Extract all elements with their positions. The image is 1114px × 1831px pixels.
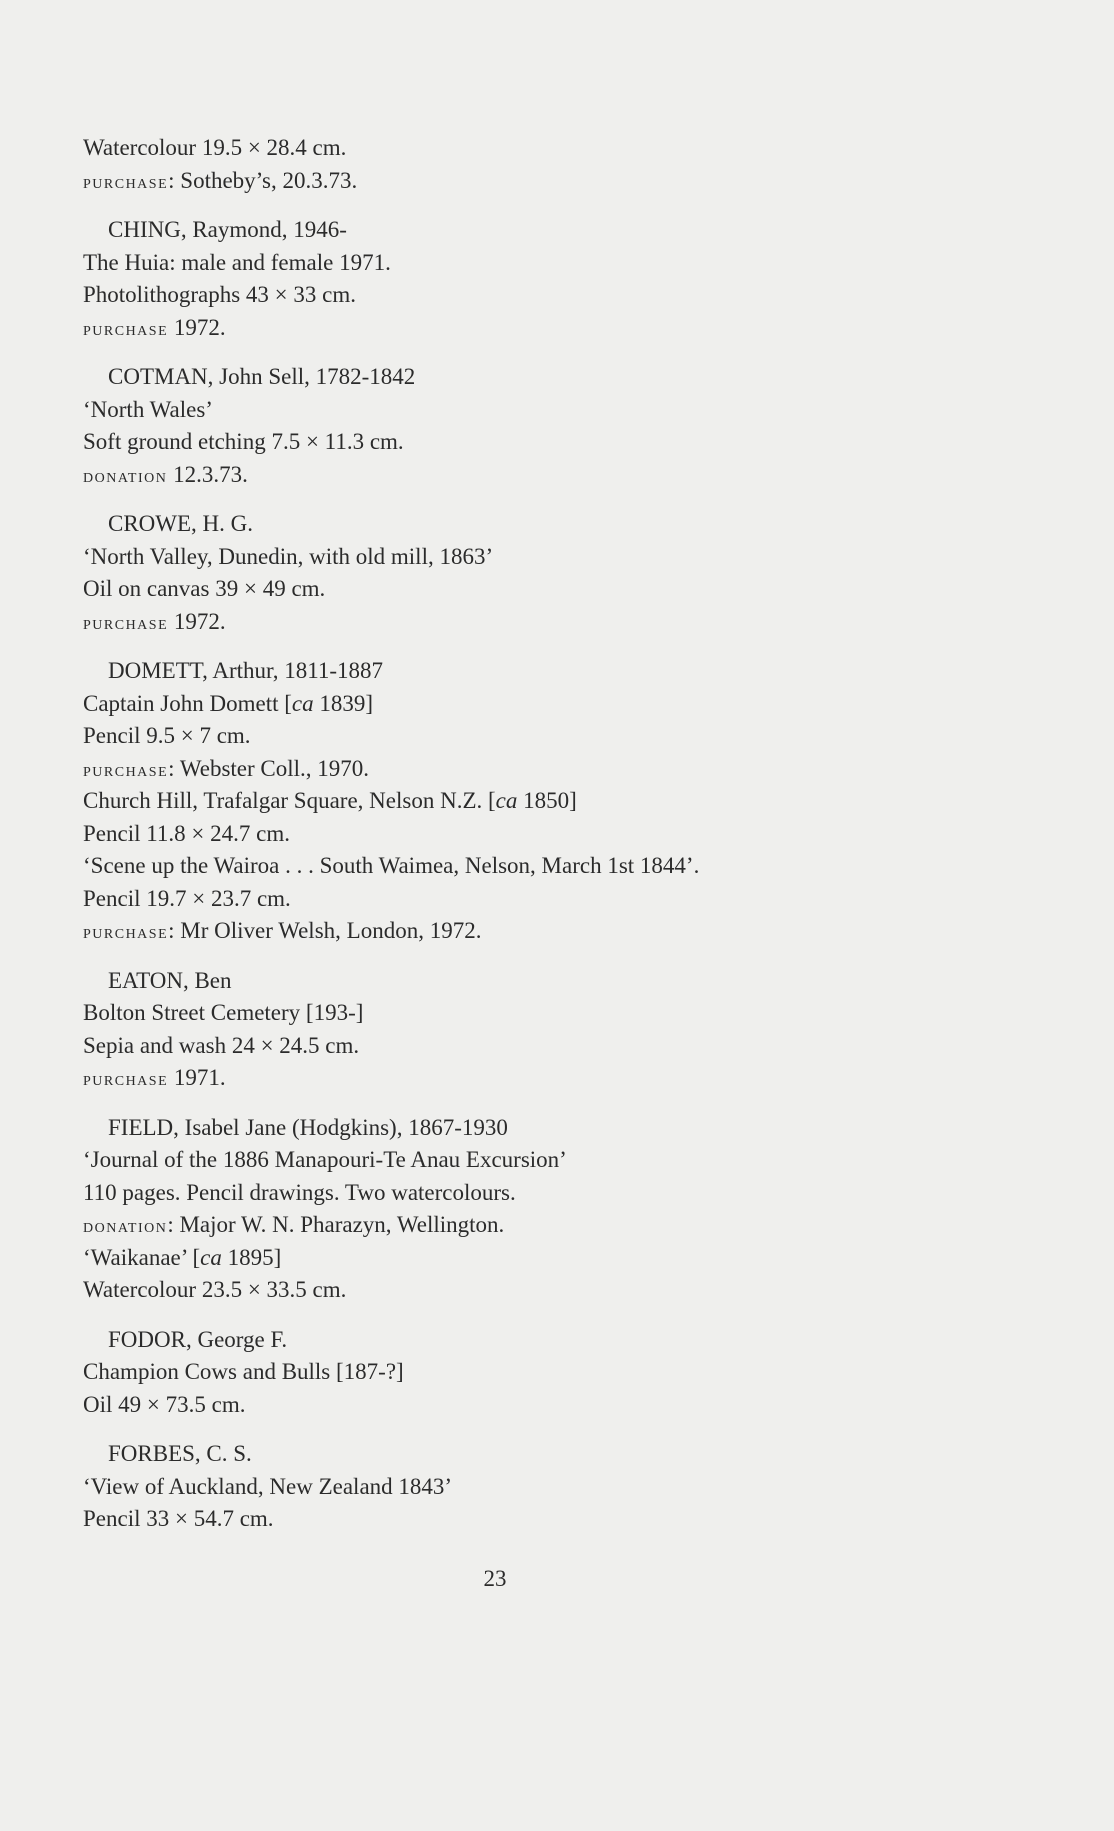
acquisition-line <box>83 459 883 492</box>
acquisition-line <box>83 753 883 786</box>
catalogue-text <box>83 132 883 1536</box>
entry-line: Watercolour 19.5 × 28.4 cm. <box>83 135 347 160</box>
acquisition-line <box>83 915 883 948</box>
entry-line: Watercolour 23.5 × 33.5 cm. <box>83 1277 347 1302</box>
entry-line: Oil 49 × 73.5 cm. <box>83 1391 246 1417</box>
entry-line: Sepia and wash 24 × 24.5 cm. <box>83 1032 360 1058</box>
acquisition-label: purchase <box>83 611 169 634</box>
work-title-part: Church Hill, Trafalgar Square, Nelson N.Z. [ <box>83 788 496 813</box>
entry-line: The Huia: male and female 1971. <box>83 249 391 275</box>
acquisition-line <box>83 312 883 345</box>
entry-line: Soft ground etching 7.5 × 11.3 cm. <box>83 429 404 454</box>
acquisition-detail: 1972. <box>168 314 226 340</box>
artist-heading: FORBES, C. S. <box>108 1441 252 1466</box>
artist-heading: DOMETT, Arthur, 1811-1887 <box>108 658 384 683</box>
entry-line: ‘North Wales’ <box>83 396 213 422</box>
acquisition-detail: 1972. <box>168 608 226 634</box>
acquisition-detail: : Sotheby’s, 20.3.73. <box>168 167 358 193</box>
entry-line: Pencil 19.7 × 23.7 cm. <box>83 885 291 911</box>
entry-line: Bolton Street Cemetery [193-] <box>83 1000 364 1025</box>
acquisition-label: purchase <box>83 758 169 781</box>
acquisition-detail: : Mr Oliver Welsh, London, 1972. <box>168 918 482 943</box>
acquisition-detail: 1971. <box>168 1065 226 1090</box>
entry-line: 110 pages. Pencil drawings. Two watercolours. <box>83 1179 516 1205</box>
acquisition-label: donation <box>83 464 168 487</box>
acquisition-label: donation <box>83 1215 168 1237</box>
acquisition-line <box>83 1209 883 1242</box>
artist-heading: EATON, Ben <box>108 967 232 993</box>
work-title-part: Captain John Domett [ <box>83 690 292 716</box>
work-title <box>83 688 883 721</box>
work-title-part: ‘Waikanae’ [ <box>83 1244 201 1270</box>
artist-heading: FIELD, Isabel Jane (Hodgkins), 1867-1930 <box>108 1114 508 1140</box>
entry-line: ‘Scene up the Wairoa . . . South Waimea, Nelson, March 1st 1844’. <box>83 853 700 878</box>
artist-heading: CROWE, H. G. <box>108 511 254 536</box>
entry-line: Photolithographs 43 × 33 cm. <box>83 282 356 307</box>
acquisition-line <box>83 165 883 198</box>
acquisition-label: purchase <box>83 1068 169 1090</box>
artist-heading: CHING, Raymond, 1946- <box>108 217 347 242</box>
work-title <box>83 785 883 818</box>
work-title-part: 1850] <box>517 788 577 813</box>
entry-line: Pencil 11.8 × 24.7 cm. <box>83 820 290 846</box>
entry-line: Pencil 33 × 54.7 cm. <box>83 1506 274 1531</box>
entry-line: Pencil 9.5 × 7 cm. <box>83 723 251 748</box>
circa-abbrev: ca <box>291 690 314 716</box>
page-number: 23 <box>483 1566 507 1591</box>
work-title <box>83 1242 883 1275</box>
entry-line: Oil on canvas 39 × 49 cm. <box>83 576 326 601</box>
acquisition-label: purchase <box>83 170 169 193</box>
acquisition-label: purchase <box>83 921 169 943</box>
acquisition-detail: 12.3.73. <box>167 461 248 487</box>
artist-heading: FODOR, George F. <box>108 1326 288 1352</box>
artist-heading: COTMAN, John Sell, 1782-1842 <box>108 364 416 389</box>
acquisition-line <box>83 606 883 639</box>
work-title-part: 1895] <box>221 1244 282 1270</box>
work-title-part: 1839] <box>313 690 374 716</box>
entry-line: Champion Cows and Bulls [187-?] <box>83 1359 404 1384</box>
acquisition-detail: : Webster Coll., 1970. <box>168 755 370 781</box>
circa-abbrev: ca <box>495 788 518 813</box>
entry-line: ‘Journal of the 1886 Manapouri-Te Anau Excursion’ <box>83 1147 567 1172</box>
acquisition-line <box>83 1062 883 1095</box>
circa-abbrev: ca <box>200 1244 222 1270</box>
acquisition-detail: : Major W. N. Pharazyn, Wellington. <box>167 1212 505 1237</box>
entry-line: ‘View of Auckland, New Zealand 1843’ <box>83 1473 453 1499</box>
acquisition-label: purchase <box>83 317 169 340</box>
entry-line: ‘North Valley, Dunedin, with old mill, 1863’ <box>83 543 494 569</box>
